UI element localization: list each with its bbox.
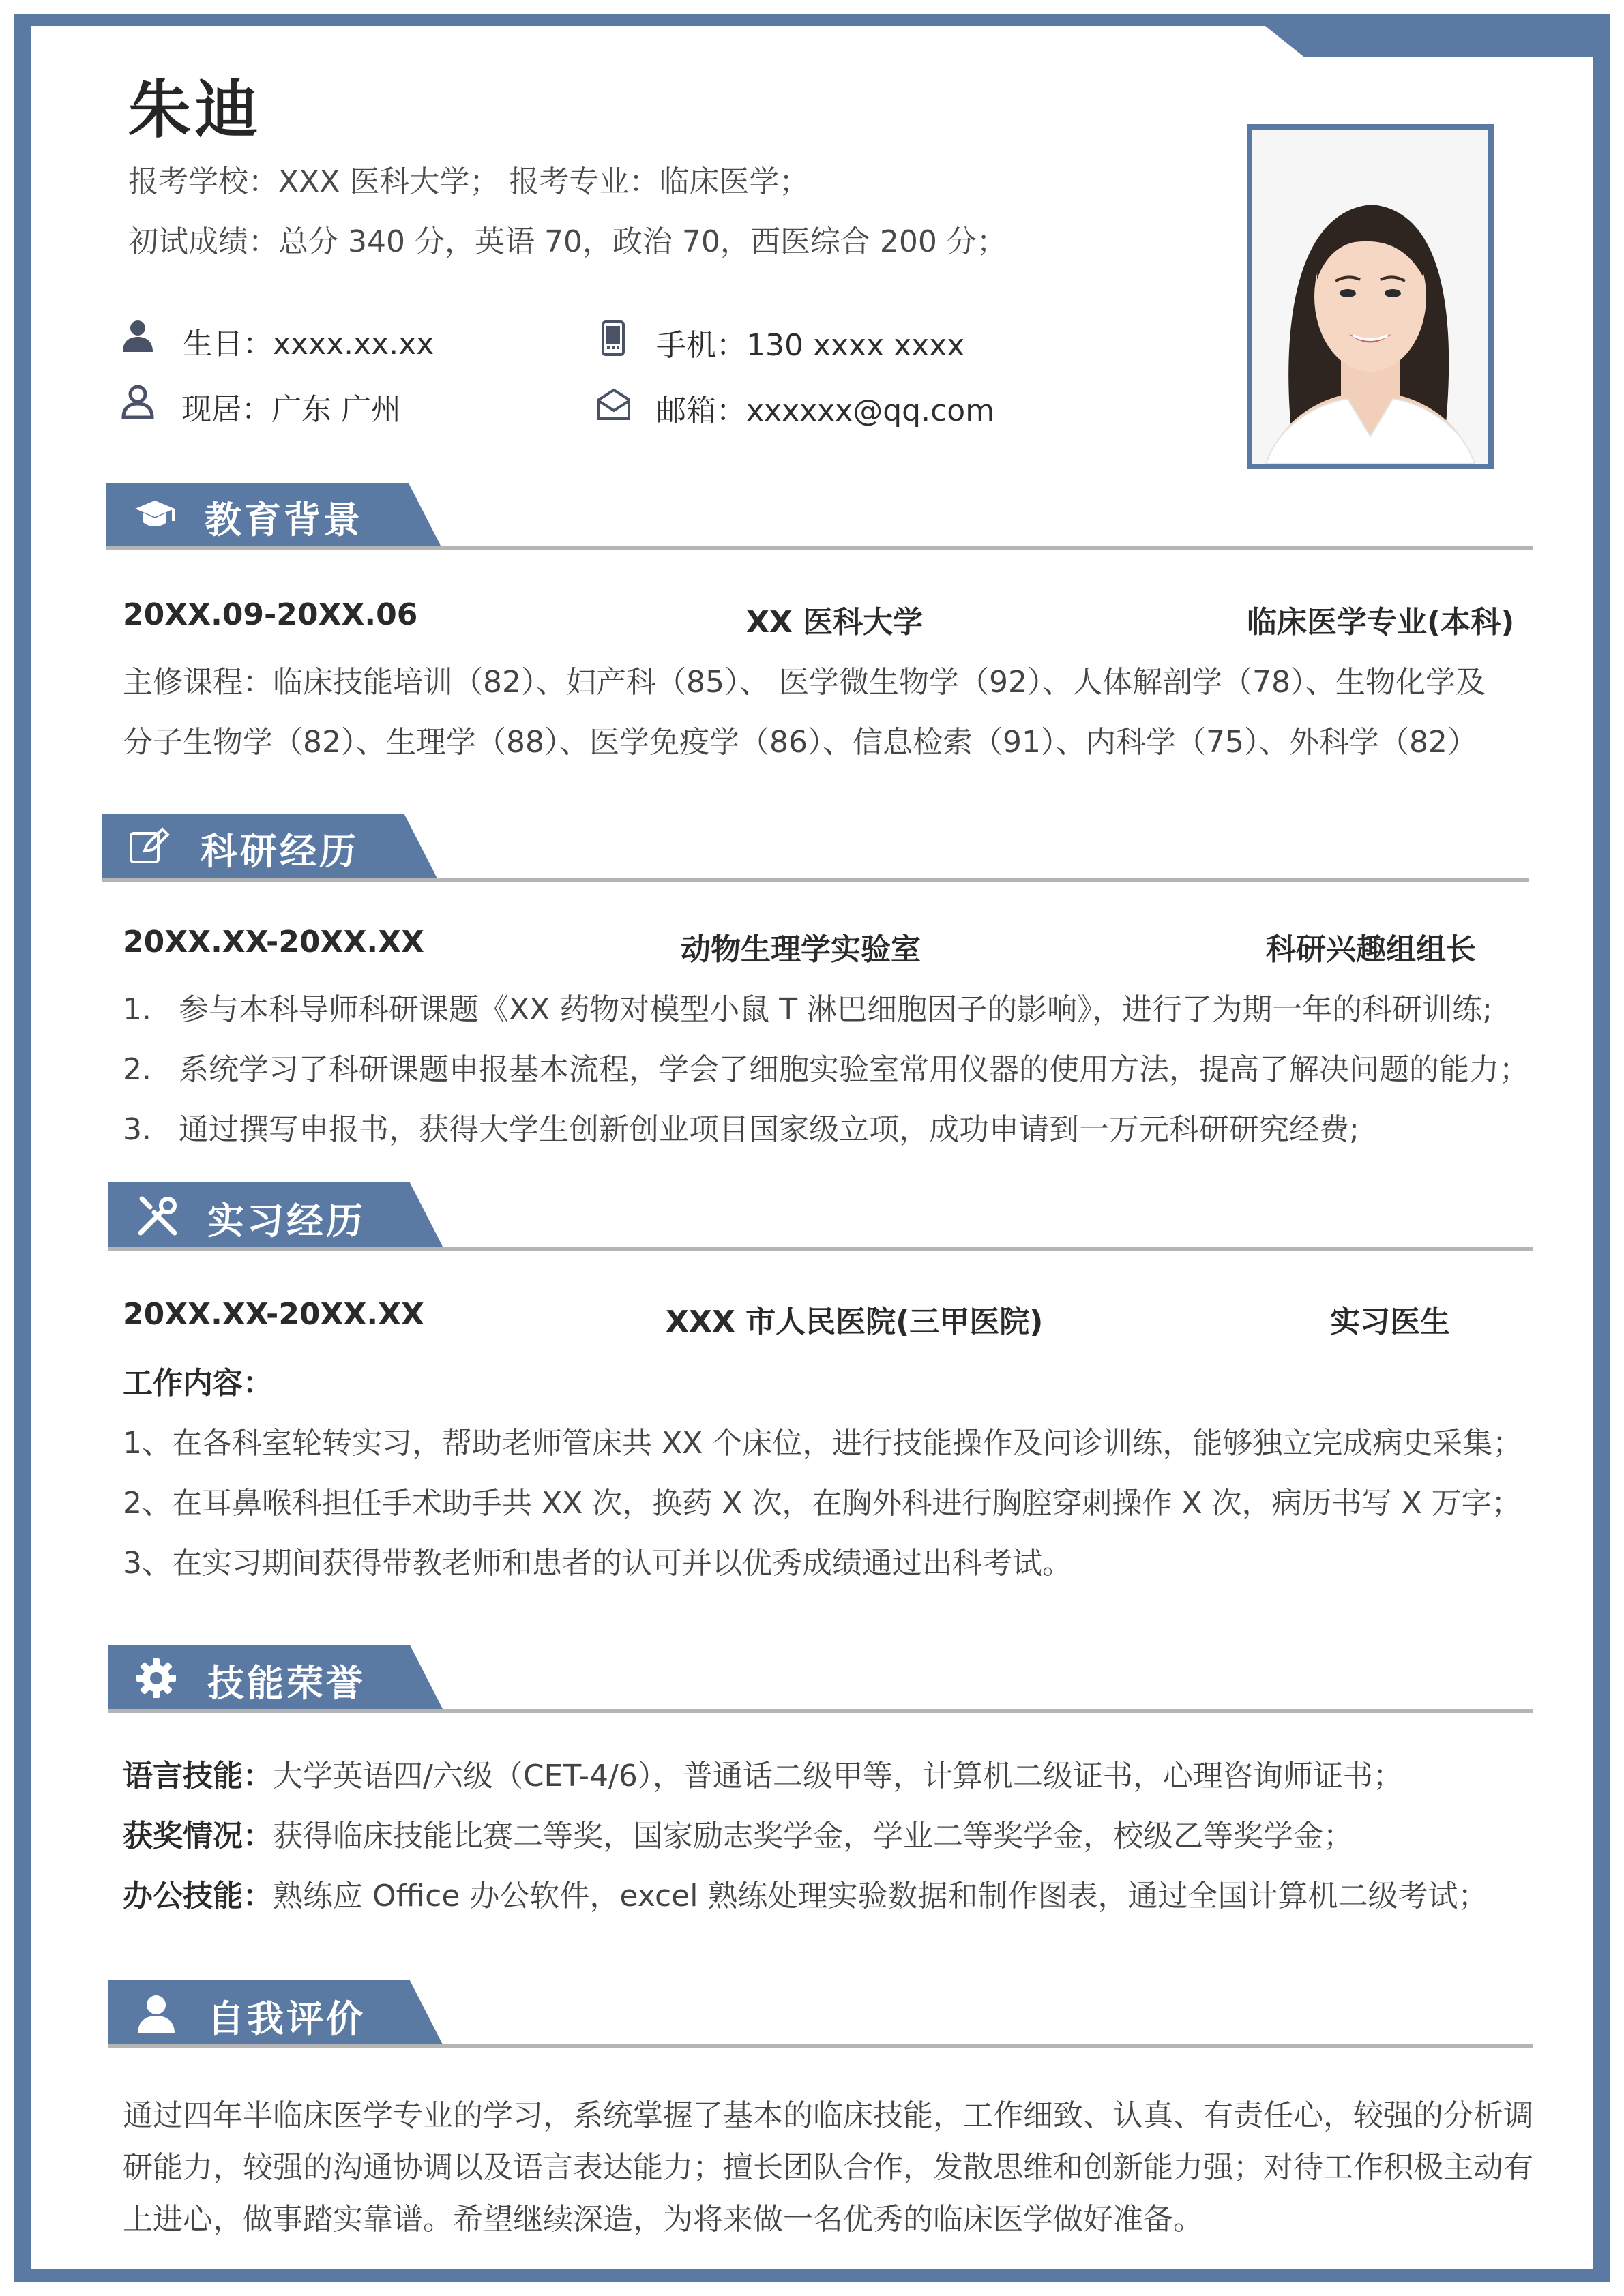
internship-content-label: 工作内容：	[123, 1366, 273, 1401]
internship-period: 20XX.XX-20XX.XX	[123, 1297, 424, 1332]
section-rule-self-evaluation	[108, 2044, 1533, 2048]
internship-item: 2、在耳鼻喉科担任手术助手共 XX 次，换药 X 次，在胸外科进行胸腔穿刺操作 X 次，病历书写 X 万字；	[123, 1486, 1522, 1521]
corner-decoration	[1265, 26, 1593, 57]
research-item: 3. 通过撰写申报书，获得大学生创新创业项目国家级立项，成功申请到一万元科研研究经费;	[123, 1112, 1359, 1147]
skill-item: 办公技能：熟练应 Office 办公软件，excel 熟练处理实验数据和制作图表，通过全国计算机二级考试；	[123, 1879, 1488, 1913]
birthday-field: 生日：xxxx.xx.xx	[183, 327, 434, 361]
user-icon	[134, 1991, 179, 2036]
internship-item: 3、在实习期间获得带教老师和患者的认可并以优秀成绩通过出科考试。	[123, 1546, 1072, 1581]
research-period: 20XX.XX-20XX.XX	[123, 925, 424, 959]
phone-icon	[596, 320, 632, 356]
section-rule-skills	[108, 1709, 1533, 1713]
internship-role: 实习医生	[1330, 1304, 1450, 1339]
section-title-education: 教育背景	[205, 498, 363, 541]
research-lab: 动物生理学实验室	[681, 932, 921, 967]
section-rule-research	[102, 878, 1529, 882]
self-evaluation-line: 研能力，较强的沟通协调以及语言表达能力；擅长团队合作，发散思维和创新能力强；对待工作积极主动有	[123, 2150, 1533, 2185]
skill-item: 获奖情况：获得临床技能比赛二等奖，国家励志奖学金，学业二等奖学金，校级乙等奖学金；	[123, 1819, 1353, 1853]
target-school-line: 报考学校：XXX 医科大学； 报考专业：临床医学；	[128, 164, 810, 199]
residence-field: 现居：广东 广州	[181, 392, 401, 427]
education-courses-line-1: 主修课程：临床技能培训（82）、妇产科（85）、 医学微生物学（92）、人体解剖学（78）、生物化学及	[123, 665, 1486, 700]
location-person-icon	[120, 383, 156, 419]
mail-icon	[596, 387, 632, 423]
section-rule-internship	[108, 1247, 1533, 1251]
internship-hospital: XXX 市人民医院(三甲医院)	[666, 1304, 1044, 1339]
section-title-self-evaluation: 自我评价	[207, 1997, 366, 2040]
education-period: 20XX.09-20XX.06	[123, 597, 418, 632]
email-field: 邮箱：xxxxxx@qq.com	[656, 393, 995, 428]
graduation-cap-icon	[132, 492, 177, 537]
phone-field: 手机：130 xxxx xxxx	[656, 328, 965, 363]
person-icon	[120, 318, 156, 353]
research-item: 2. 系统学习了科研课题申报基本流程，学会了细胞实验室常用仪器的使用方法，提高了解决问题的能力；	[123, 1052, 1529, 1087]
candidate-name: 朱迪	[128, 74, 263, 147]
section-title-skills: 技能荣誉	[207, 1662, 366, 1705]
section-title-research: 科研经历	[201, 830, 359, 873]
education-school: XX 医科大学	[746, 605, 924, 640]
research-role: 科研兴趣组组长	[1266, 932, 1476, 967]
exam-scores-line: 初试成绩：总分 340 分，英语 70，政治 70，西医综合 200 分；	[128, 224, 1007, 259]
gear-icon	[134, 1656, 179, 1701]
profile-photo	[1247, 124, 1494, 469]
tools-icon	[135, 1193, 180, 1238]
research-item: 1. 参与本科导师科研课题《XX 药物对模型小鼠 T 淋巴细胞因子的影响》，进行了为期一年的科研训练;	[123, 992, 1492, 1027]
self-evaluation-line: 通过四年半临床医学专业的学习，系统掌握了基本的临床技能，工作细致、认真、有责任心，较强的分析调	[123, 2098, 1533, 2133]
internship-item: 1、在各科室轮转实习，帮助老师管床共 XX 个床位，进行技能操作及问诊训练，能够独立完成病史采集；	[123, 1426, 1523, 1461]
section-title-internship: 实习经历	[207, 1199, 366, 1242]
skill-item: 语言技能：大学英语四/六级（CET-4/6），普通话二级甲等，计算机二级证书，心理咨询师证书；	[123, 1759, 1403, 1793]
education-courses-line-2: 分子生物学（82）、生理学（88）、医学免疫学（86）、信息检索（91）、内科学（75）、外科学（82）	[123, 725, 1477, 760]
section-rule-education	[106, 546, 1533, 550]
education-major: 临床医学专业(本科)	[1247, 605, 1515, 640]
edit-icon	[127, 824, 172, 869]
self-evaluation-line: 上进心，做事踏实靠谱。希望继续深造，为将来做一名优秀的临床医学做好准备。	[123, 2202, 1203, 2237]
